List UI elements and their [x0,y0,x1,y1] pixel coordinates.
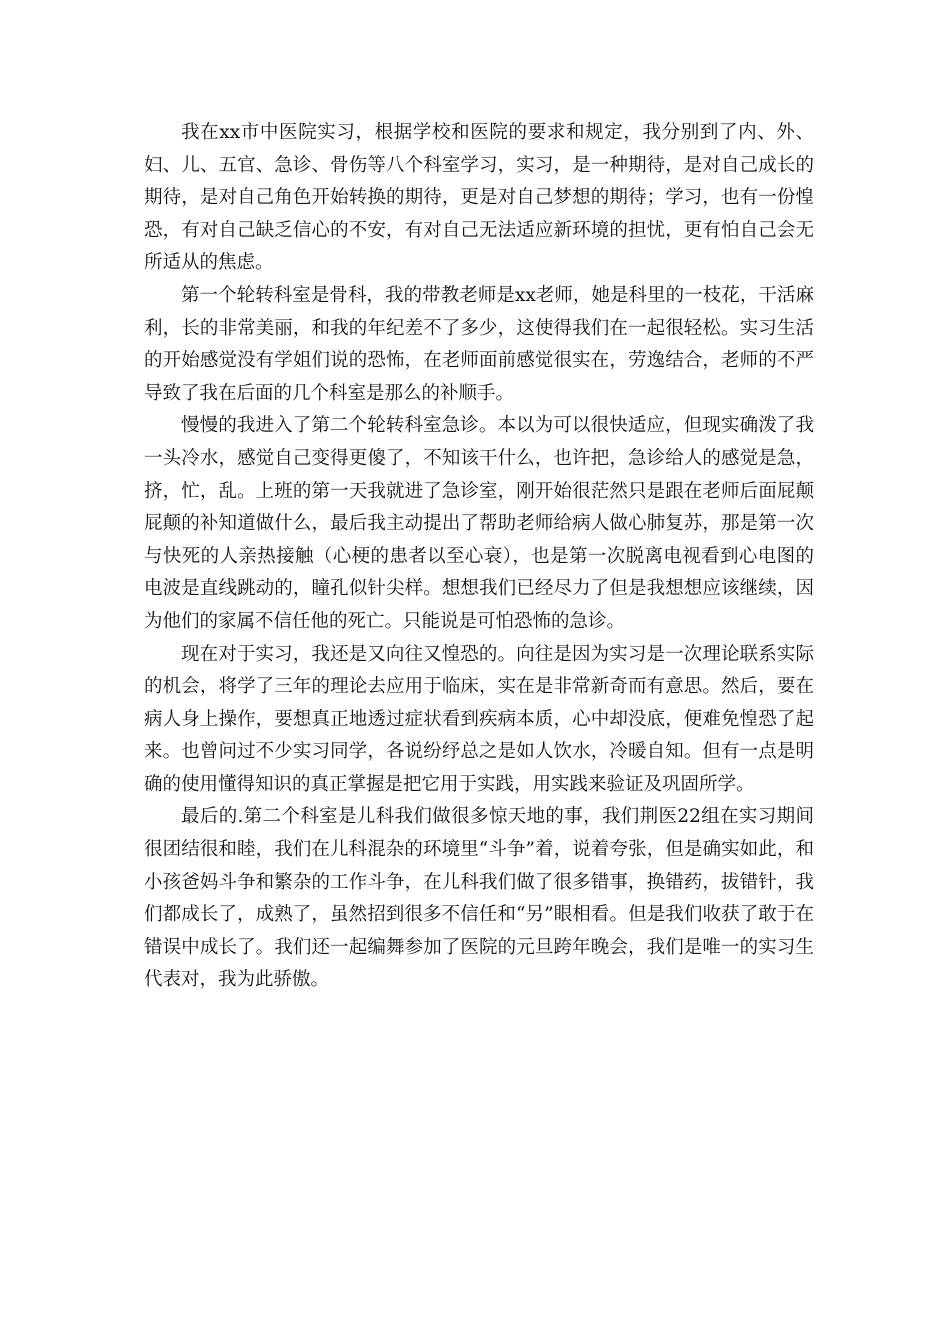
paragraph-emergency: 慢慢的我进入了第二个轮转科室急诊。本以为可以很快适应，但现实确泼了我一头冷水，感觉自己变得更傻了，不知该干什么，也许把，急诊给人的感觉是急，挤，忙，乱。上班的第一天我就进了急诊室，刚开始很茫然只是跟在老师后面屁颠屁颠的补知道做什么，最后我主动提出了帮助老师给病人做心肺复苏，那是第一次与快死的人亲热接触（心梗的患者以至心衰），也是第一次脱离电视看到心电图的电波是直线跳动的，瞳孔似针尖样。想想我们已经尽力了但是我想想应该继续，因为他们的家属不信任他的死亡。只能说是可怕恐怖的急诊。 [144,415,814,632]
paragraph-internship-intro: 我在xx市中医院实习，根据学校和医院的要求和规定，我分别到了内、外、妇、儿、五官、急诊、骨伤等八个科室学习，实习，是一种期待，是对自己成长的期待，是对自己角色开始转换的期待，更是对自己梦想的期待；学习，也有一份惶恐，有对自己缺乏信心的不安，有对自己无法适应新环境的担忧，更有怕自己会无所适从的焦虑。 [144,122,814,274]
paragraph-orthopedics: 第一个轮转科室是骨科，我的带教老师是xx老师，她是科里的一枝花，干活麻利，长的非常美丽，和我的年纪差不了多少，这使得我们在一起很轻松。实习生活的开始感觉没有学姐们说的恐怖，在老师面前感觉很实在，劳逸结合，老师的不严导致了我在后面的几个科室是那么的补顺手。 [144,284,814,404]
document-body [144,117,814,997]
paragraph-pediatrics: 最后的.第二个科室是儿科我们做很多惊天地的事，我们荆医22组在实习期间很团结很和睦，我们在儿科混杂的环境里“斗争”着，说着夸张，但是确实如此，和小孩爸妈斗争和繁杂的工作斗争，在儿科我们做了很多错事，换错药，拔错针，我们都成长了，成熟了，虽然招到很多不信任和“另”眼相看。但是我们收获了敢于在错误中成长了。我们还一起编舞参加了医院的元旦跨年晚会，我们是唯一的实习生代表对，我为此骄傲。 [144,806,814,991]
paragraph-reflection: 现在对于实习，我还是又向往又惶恐的。向往是因为实习是一次理论联系实际的机会，将学了三年的理论去应用于临床，实在是非常新奇而有意思。然后，要在病人身上操作，要想真正地透过症状看到疾病本质，心中却没底，便难免惶恐了起来。也曾问过不少实习同学，各说纷纾总之是如人饮水，冷暖自知。但有一点是明确的使用懂得知识的真正掌握是把它用于实践，用实践来验证及巩固所学。 [144,643,814,795]
